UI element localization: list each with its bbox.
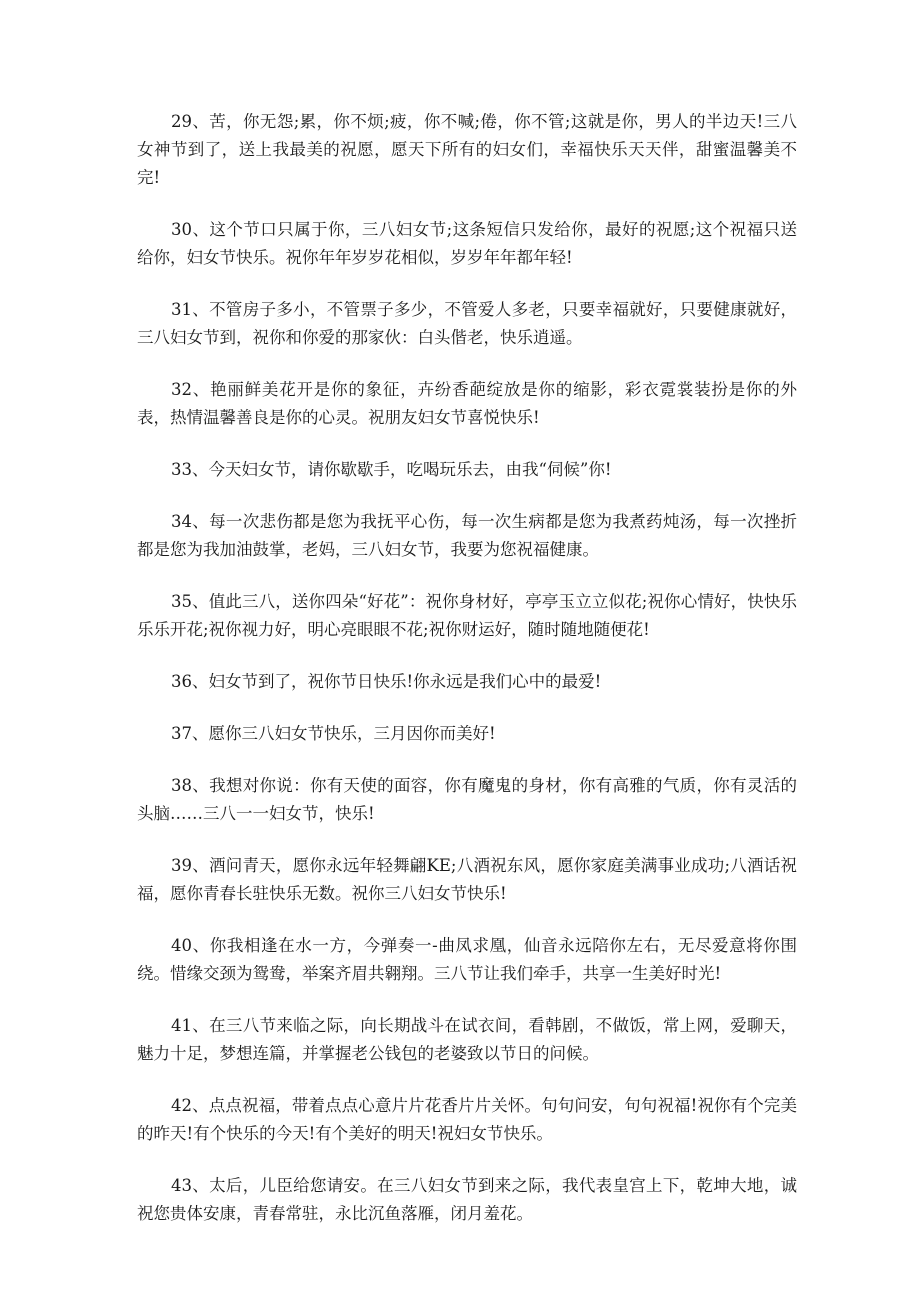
paragraph-42: 42、点点祝福，带着点点心意片片花香片片关怀。句句问安，句句祝福!祝你有个完美的昨天!有个快乐的今天!有个美好的明天!祝妇女节快乐。 xyxy=(137,1096,797,1143)
document-body xyxy=(137,108,797,1252)
paragraph-32: 32、艳丽鲜美花开是你的象征，卉纷香葩绽放是你的缩影，彩衣霓裳装扮是你的外表，热情温馨善良是你的心灵。祝朋友妇女节喜悦快乐! xyxy=(137,380,797,427)
paragraph-33: 33、今天妇女节，请你歇歇手，吃喝玩乐去，由我“伺候”你! xyxy=(171,460,612,479)
paragraph-38: 38、我想对你说：你有天使的面容，你有魔鬼的身材，你有高雅的气质，你有灵活的头脑……三八一一妇女节，快乐! xyxy=(137,776,797,823)
paragraph-35: 35、值此三八，送你四朵“好花”：祝你身材好，亭亭玉立立似花;祝你心情好，快快乐乐乐开花;祝你视力好，明心亮眼眼不花;祝你财运好，随时随地随便花! xyxy=(137,592,797,639)
paragraph-29: 29、苦，你无怨;累，你不烦;疲，你不喊;倦，你不管;这就是你，男人的半边天!三八女神节到了，送上我最美的祝愿，愿天下所有的妇女们，幸福快乐天天伴，甜蜜温馨美不完! xyxy=(137,112,797,187)
paragraph-40: 40、你我相逢在水一方，今弹奏一-曲凤求凰，仙音永远陪你左右，无尽爱意将你围绕。惜缘交颈为鸳鸯，举案齐眉共翱翔。三八节让我们牵手，共享一生美好时光! xyxy=(137,936,797,983)
paragraph-36: 36、妇女节到了，祝你节日快乐!你永远是我们心中的最爱! xyxy=(171,672,602,691)
paragraph-30: 30、这个节口只属于你，三八妇女节;这条短信只发给你，最好的祝愿;这个祝福只送给你，妇女节快乐。祝你年年岁岁花相似，岁岁年年都年轻! xyxy=(137,220,797,267)
paragraph-43: 43、太后，儿臣给您请安。在三八妇女节到来之际，我代表皇宫上下，乾坤大地，诚祝您贵体安康，青春常驻，永比沉鱼落雁，闭月羞花。 xyxy=(137,1176,797,1223)
paragraph-34: 34、每一次悲伤都是您为我抚平心伤，每一次生病都是您为我煮药炖汤，每一次挫折都是您为我加油鼓掌，老妈，三八妇女节，我要为您祝福健康。 xyxy=(137,512,797,559)
paragraph-37: 37、愿你三八妇女节快乐，三月因你而美好! xyxy=(171,724,496,743)
paragraph-41: 41、在三八节来临之际，向长期战斗在试衣间，看韩剧，不做饭，常上网，爱聊天，魅力十足，梦想连篇，并掌握老公钱包的老婆致以节日的问候。 xyxy=(137,1016,797,1063)
paragraph-31: 31、不管房子多小，不管票子多少，不管爱人多老，只要幸福就好，只要健康就好，三八妇女节到，祝你和你爱的那家伙：白头偕老，快乐逍遥。 xyxy=(137,300,797,347)
paragraph-39: 39、酒问青天，愿你永远年轻舞翩KE;八酒祝东风，愿你家庭美满事业成功;八酒话祝福，愿你青春长驻快乐无数。祝你三八妇女节快乐! xyxy=(137,856,797,903)
